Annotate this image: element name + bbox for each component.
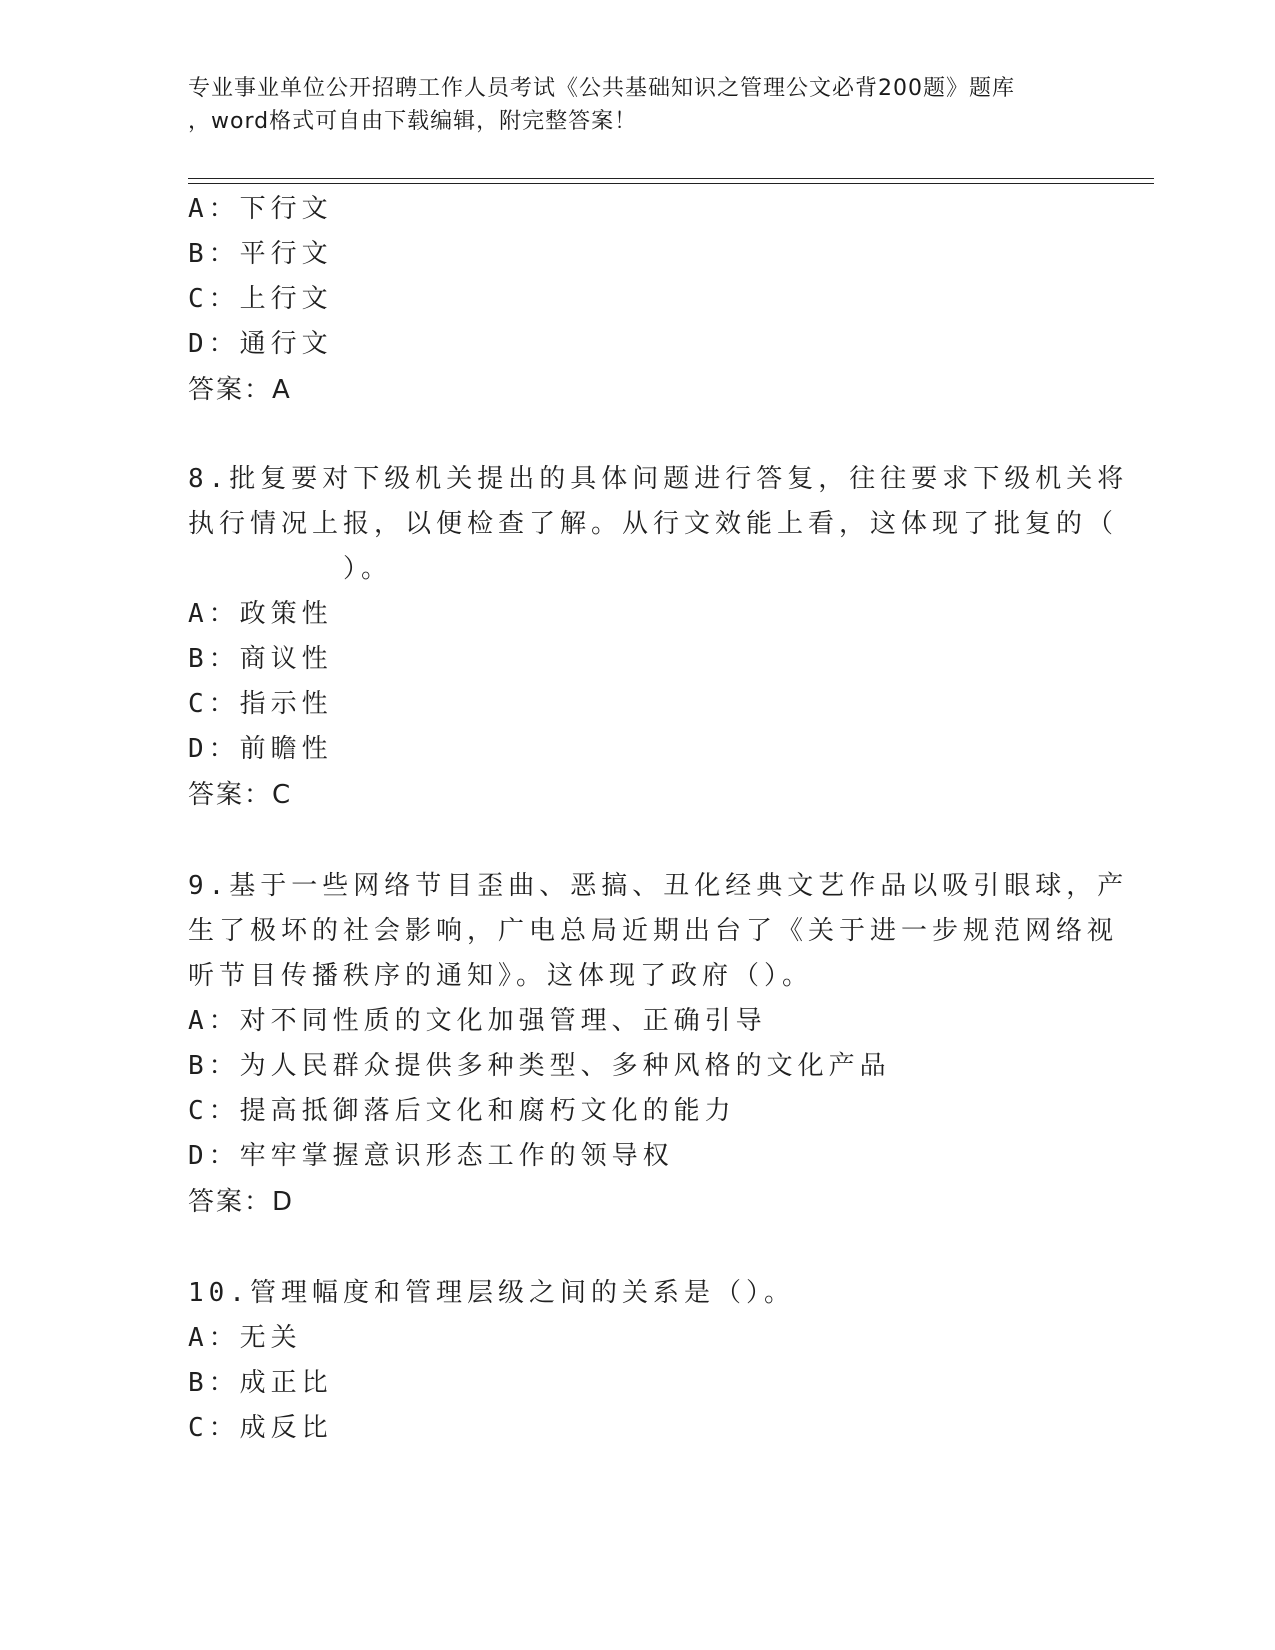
q9-stem-line-1: 9.基于一些网络节目歪曲、恶搞、丑化经典文艺作品以吸引眼球，产 xyxy=(188,871,1129,901)
q8-answer: 答案：C xyxy=(188,780,293,810)
q8-option-c: C：指示性 xyxy=(188,689,333,719)
q10-stem-line-1: 10.管理幅度和管理层级之间的关系是（）。 xyxy=(188,1278,795,1308)
header-divider-bottom xyxy=(188,183,1154,184)
q10-option-b: B：成正比 xyxy=(188,1368,333,1398)
header-line-2: ，word格式可自由下载编辑，附完整答案！ xyxy=(188,109,638,134)
q9-option-a: A：对不同性质的文化加强管理、正确引导 xyxy=(188,1006,767,1036)
q8-option-d: D：前瞻性 xyxy=(188,734,333,764)
q10-option-c: C：成反比 xyxy=(188,1413,333,1443)
q8-option-b: B：商议性 xyxy=(188,644,333,674)
header-line-1: 专业事业单位公开招聘工作人员考试《公共基础知识之管理公文必背200题》题库 xyxy=(188,76,1015,101)
q8-option-a: A：政策性 xyxy=(188,599,333,629)
q9-stem-line-2: 生了极坏的社会影响，广电总局近期出台了《关于进一步规范网络视 xyxy=(188,916,1119,946)
q8-stem-line-1: 8.批复要对下级机关提出的具体问题进行答复，往往要求下级机关将 xyxy=(188,464,1129,494)
q9-option-c: C：提高抵御落后文化和腐朽文化的能力 xyxy=(188,1096,736,1126)
q7-option-b: B：平行文 xyxy=(188,239,333,269)
header-divider-top xyxy=(188,178,1154,179)
q9-stem-line-3: 听节目传播秩序的通知》。这体现了政府（）。 xyxy=(188,961,814,991)
q10-option-a: A：无关 xyxy=(188,1323,302,1353)
q9-answer: 答案：D xyxy=(188,1187,295,1217)
q9-option-b: B：为人民群众提供多种类型、多种风格的文化产品 xyxy=(188,1051,891,1081)
q8-stem-line-3: ）。 xyxy=(188,554,393,584)
q9-option-d: D：牢牢掌握意识形态工作的领导权 xyxy=(188,1141,674,1171)
q7-option-d: D：通行文 xyxy=(188,329,333,359)
q8-stem-line-2: 执行情况上报，以便检查了解。从行文效能上看，这体现了批复的（ xyxy=(188,509,1119,539)
document-header xyxy=(188,72,1108,138)
q7-option-c: C：上行文 xyxy=(188,284,333,314)
q7-answer: 答案：A xyxy=(188,375,292,405)
q7-option-a: A：下行文 xyxy=(188,194,333,224)
